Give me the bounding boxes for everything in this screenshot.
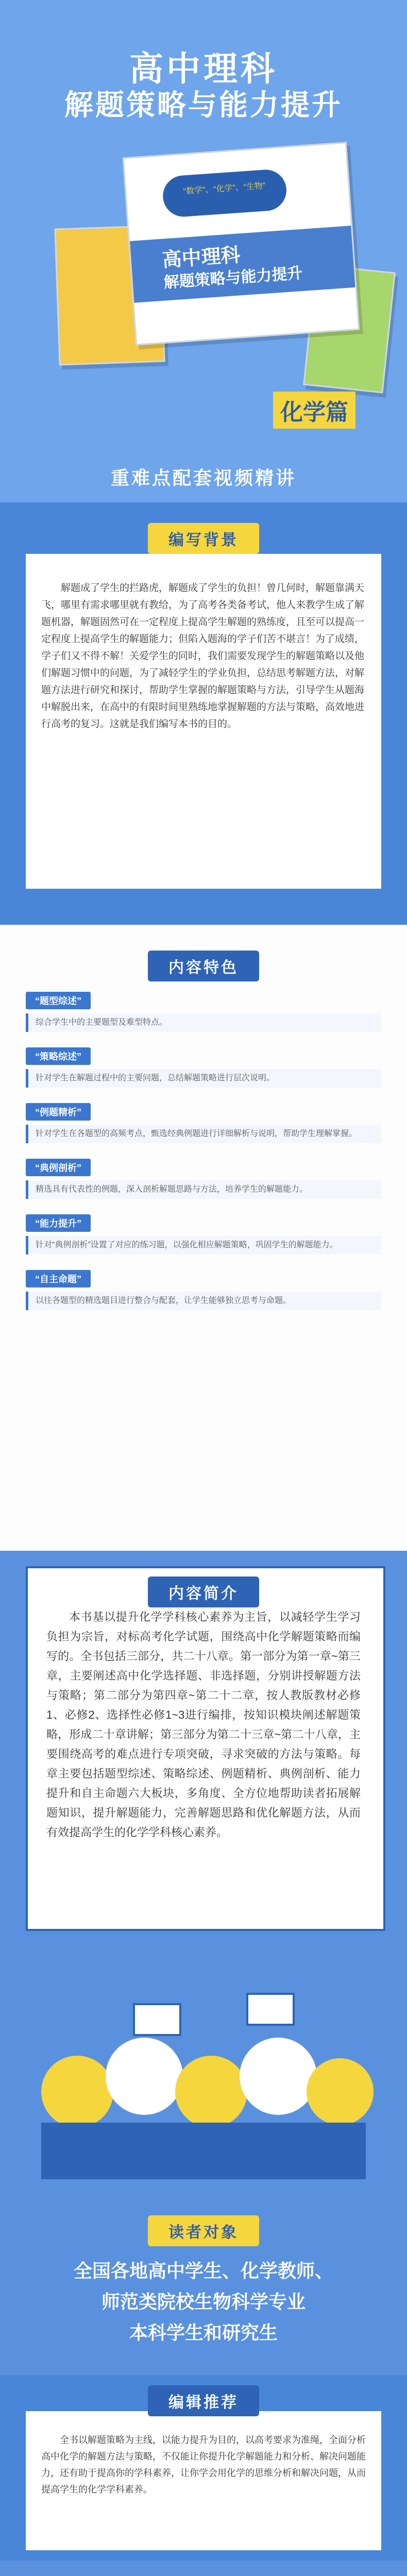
background-section — [0, 502, 407, 925]
readers-section — [0, 2195, 407, 2375]
readers-line: 本科学生和研究生 — [129, 2322, 278, 2343]
book-cover-main — [123, 142, 360, 346]
hero-subtitle: 解题策略与能力提升 — [64, 89, 343, 121]
readers-line: 全国各地高中学生、化学教师、 — [73, 2260, 333, 2281]
feature-desc: 针对“典例剖析”设置了对应的练习题，以强化相应解题策略，巩固学生的解题能力。 — [26, 1236, 381, 1255]
recommend-heading: 编辑推荐 — [148, 2385, 259, 2416]
feature-title: “例题精析” — [26, 1103, 91, 1121]
feature-title: “能力提升” — [26, 1214, 91, 1232]
intro-heading: 内容简介 — [148, 1577, 259, 1607]
hero-section — [0, 0, 407, 502]
feature-desc: 精选具有代表性的例题，深入剖析解题思路与方法，培养学生的解题能力。 — [26, 1180, 381, 1199]
feature-title: “题型综述” — [26, 992, 91, 1009]
intro-text: 本书基以提升化学学科核心素养为主旨，以减轻学生学习负担为宗旨，对标高考化学试题，围绕高中化学解题策略而编写的。全书包括三部分，共二十八章。第一部分为第一章~第三章，主要阐述高中化学选择题、非选择题，分别讲授解题方法与策略；第二部分为第四章~第二十二章，按人教版教材必修1、必修2、选择性必修1~3进行编排，按知识模块阐述解题策略，形成二十章讲解；第三部分为第二十三章~第二十八章，主要围绕高考的难点进行专项突破，寻求突破的方法与策略。每章主要包括题型综述、策略综述、例题精析、典例剖析、能力提升和自主命题六大板块，多角度、全方位地帮助读者拓展解题知识，提升解题能力，完善解题思路和优化解题方法，从而有效提高学生的化学学科核心素养。 — [46, 1611, 361, 1839]
book-title: 高中理科 — [161, 244, 242, 272]
features-list — [26, 992, 381, 1326]
intro-section — [0, 1551, 407, 2195]
recommend-section — [0, 2375, 407, 2561]
feature-item — [26, 1214, 381, 1255]
recommend-text: 全书以解题策略为主线，以能力提升为目的，以高考要求为准绳，全面分析高中化学的解题方法与策略，不仅能让你提升化学解题能力和分析、解决问题能力，还有助于提高你的学科素养，让你学会用化学的思维分析和解决问题，从而提高学生的化学学科素养。 — [41, 2435, 366, 2495]
feature-title: “自主命题” — [26, 1270, 91, 1287]
feature-title: “策略综述” — [26, 1047, 91, 1065]
feature-desc: 综合学生中的主要题型及难型特点。 — [26, 1013, 381, 1032]
features-heading: 内容特色 — [148, 951, 259, 981]
background-text: 解题成了学生的拦路虎，解题成了学生的负担！曾几何时，解题靠满天飞，哪里有需求哪里就有教给，为了高考各类备考试，他人来教学生成了解题机器，解题固然可在一定程度上提高学生解题的熟练度，且至可以提高一定程度上提高学生的解题能力；但陷入题海的学子们苦不堪言！为了成绩，学子们又不得不解！关爱学生的同时，我们需要发现学生的解题策略以及他们解题习惯中的问题，为了减轻学生的学业负担，总结思考解题方法，对解题方法进行研究和探讨，帮助学生掌握的解题策略与方法，引导学生从题海中解脱出来，在高中的有限时间里熟练地掌握解题的方法与策略，高效地进行高考的复习。这就是我们编写本书的目的。 — [41, 583, 365, 730]
subject-tag: 化学篇 — [273, 392, 355, 429]
feature-item — [26, 1159, 381, 1199]
feature-item — [26, 1103, 381, 1143]
readers-line: 师范类院校生物科学专业 — [101, 2291, 306, 2312]
book-bubble: “数学”、“化学”、“生物” — [162, 168, 288, 218]
background-heading: 编写背景 — [148, 523, 259, 554]
features-section — [0, 925, 407, 1551]
feature-item — [26, 992, 381, 1032]
feature-desc: 以往各题型的精选题目进行整合与配套，让学生能够独立思考与命题。 — [26, 1292, 381, 1310]
readers-heading: 读者对象 — [148, 2215, 259, 2246]
crowd-illustration — [31, 1963, 376, 2179]
feature-desc: 针对学生在解题过程中的主要问题，总结解题策略进行层次说明。 — [26, 1069, 381, 1088]
feature-title: “典例剖析” — [26, 1159, 91, 1176]
book-subtitle: 解题策略与能力提升 — [163, 264, 303, 292]
feature-item — [26, 1047, 381, 1088]
feature-desc: 针对学生在各题型的高频考点，甄选经典例题进行详细解析与说明，帮助学生理解掌握。 — [26, 1125, 381, 1143]
hero-title: 高中理科 — [129, 49, 278, 88]
video-tagline: 重难点配套视频精讲 — [110, 467, 296, 488]
toc-section — [0, 2561, 407, 2576]
feature-item — [26, 1270, 381, 1310]
